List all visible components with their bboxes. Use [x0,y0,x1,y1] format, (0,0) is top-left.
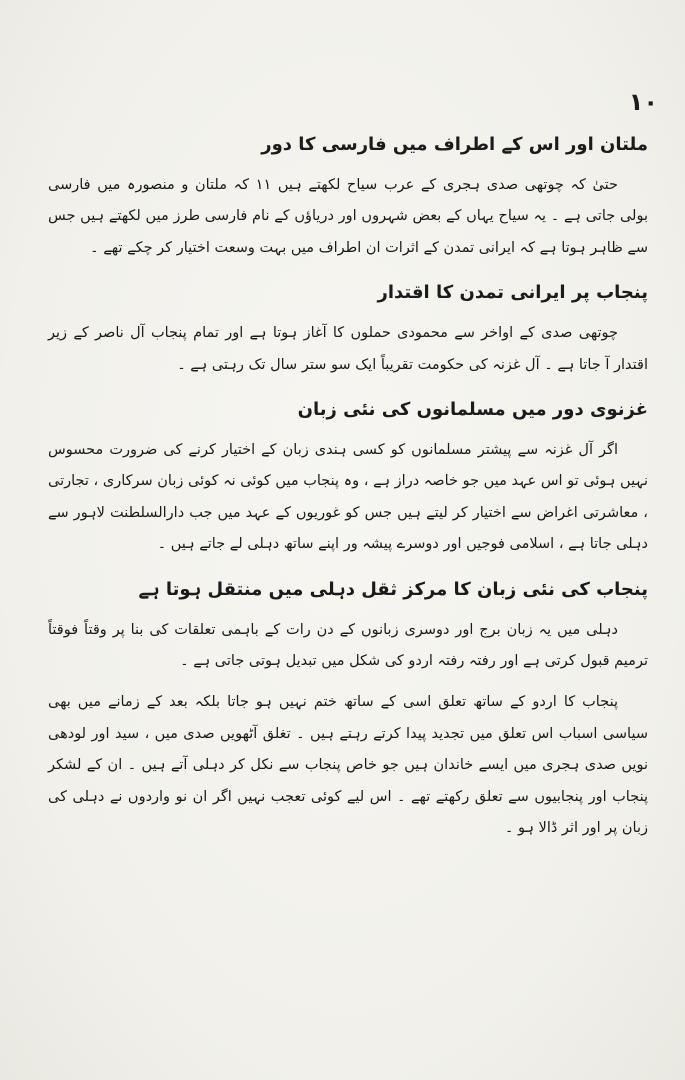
paragraph-multan: حتیٰ کہ چوتھی صدی ہجری کے عرب سیاح لکھتے ہیں ۱۱ کہ ملتان و منصورہ میں فارسی بولی جاتی ہے ۔ یہ سیاح یہاں کے بعض شہروں اور دریاؤں کے نام فارسی طرز میں لکھتے ہیں جس سے ظاہر ہوتا ہے کہ ایرانی تمدن کے اثرات ان اطراف میں بہت وسعت اختیار کر چکے تھے ۔ [48,177,648,256]
page-number: ۱۰ [628,88,658,116]
page-content [48,128,648,851]
section-heading-delhi-shift: پنجاب کی نئی زبان کا مرکز ثقل دہلی میں منتقل ہوتا ہے [138,578,648,600]
paragraph-ghaznavi: اگر آل غزنہ سے پیشتر مسلمانوں کو کسی ہندی زبان کے اختیار کرنے کی ضرورت محسوس نہیں ہوئی تو اس عہد میں جو خاصہ دراز ہے ، وہ پنجاب میں کوئی نہ کوئی زبان سرکاری ، تجارتی ، معاشرتی اغراض سے اختیار کر لیتے ہیں جس کو غوریوں کے عہد میں جب دارالسلطنت لاہور سے دہلی جاتا ہے ، اسلامی فوجیں اور دوسرے پیشہ ور اپنے ساتھ دہلی لے جاتے ہیں ۔ [48,442,648,553]
paragraph-punjab-iranian: چوتھی صدی کے اواخر سے محمودی حملوں کا آغاز ہوتا ہے اور تمام پنجاب آل ناصر کے زیر اقتدار آ جاتا ہے ۔ آل غزنہ کی حکومت تقریباً ایک سو ستر سال تک رہتی ہے ۔ [48,325,648,373]
paragraph-delhi-shift: دہلی میں یہ زبان برج اور دوسری زبانوں کے دن رات کے باہمی تعلقات کی بنا پر وقتاً فوقتاً ترمیم قبول کرتی ہے اور رفتہ رفتہ اردو کی شکل میں تبدیل ہوتی جاتی ہے ۔ [48,621,648,670]
section-heading-punjab-iranian: پنجاب پر ایرانی تمدن کا اقتدار [377,282,648,304]
paragraph-punjab-urdu-relation: پنجاب کا اردو کے ساتھ تعلق اسی کے ساتھ ختم نہیں ہو جاتا بلکہ بعد کے زمانے میں بھی سیاسی اسباب اس تعلق میں تجدید پیدا کرتے رہتے ہیں ۔ تغلق آٹھویں صدی میں ، سید اور لودھی نویں صدی ہجری میں ایسے خاندان ہیں جو خاص پنجاب سے نکل کر دہلی آتے ہیں ۔ ان کے لشکر پنجاب اور پنجابیوں سے تعلق رکھتے تھے ۔ اس لیے کوئی تعجب نہیں اگر ان نو واردوں نے دہلی کی زبان پر اور اثر ڈالا ہو ۔ [48,694,648,837]
section-heading-ghaznavi: غزنوی دور میں مسلمانوں کی نئی زبان [297,399,648,421]
section-heading-multan: ملتان اور اس کے اطراف میں فارسی کا دور [261,134,648,155]
